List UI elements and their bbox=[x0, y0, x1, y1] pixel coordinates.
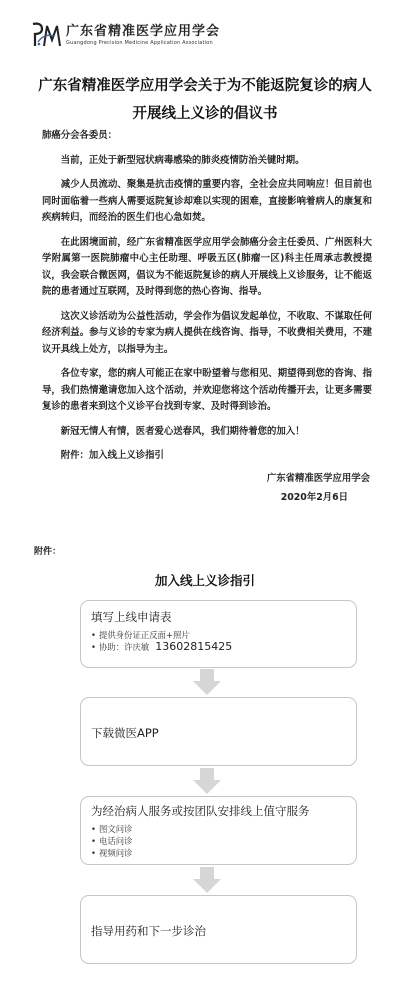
guide-step-1 bbox=[80, 600, 357, 668]
document-title bbox=[20, 72, 390, 128]
step-1-title: 填写上线申请表 bbox=[91, 610, 172, 624]
paragraph-1: 当前，正处于新型冠状病毒感染的肺炎疫情防治关键时期。 bbox=[60, 154, 305, 166]
title-line-1: 广东省精准医学应用学会关于为不能返院复诊的病人 bbox=[38, 78, 372, 94]
signature bbox=[267, 469, 370, 507]
step-3-title: 为经治病人服务或按团队安排线上值守服务 bbox=[91, 804, 310, 818]
step-1-bullet-1: • 提供身份证正反面+照片 bbox=[91, 629, 346, 641]
header bbox=[30, 20, 220, 50]
down-arrow-icon bbox=[193, 867, 221, 893]
contact-name: 许庆敏 bbox=[124, 642, 150, 652]
step-1-contact bbox=[91, 641, 346, 653]
paragraph-5: 各位专家，您的病人可能正在家中盼望着与您相见、期望得到您的咨询、指导，我们热情邀请您加入这个活动，并欢迎您将这个活动传播开去，让更多需要复诊的患者来到这个义诊平台找到专家、及时得到诊治。 bbox=[42, 368, 372, 412]
signature-org: 广东省精准医学应用学会 bbox=[266, 473, 370, 484]
salutation: 肺癌分会各委员： bbox=[42, 130, 118, 141]
letter-body bbox=[42, 128, 372, 465]
paragraph-3: 在此困境面前，经广东省精准医学应用学会肺癌分会主任委员、广州医科大学附属第一医院肺瘤中心主任助理、呼吸五区(肺瘤一区)科主任周承志教授提议，我会联合微医网，倡议为不能返院复诊的病人开展线上义诊服务，让不能返院的患者通过互联网，及时得到您的热心咨询、指导。 bbox=[42, 236, 372, 297]
paragraph-2: 减少人员流动、聚集是抗击疫情的重要内容，全社会应共同响应！但目前也同时面临着一些病人需要返院复诊却难以实现的困难，直接影响着病人的康复和疾病转归，而经治的医生们也心急如焚。 bbox=[42, 179, 372, 223]
down-arrow-icon bbox=[193, 768, 221, 794]
contact-phone: 13602815425 bbox=[155, 640, 233, 653]
step-3-bullet-3: • 视频问诊 bbox=[91, 847, 346, 859]
guide-step-3 bbox=[80, 796, 357, 865]
step-4-title: 指导用药和下一步诊治 bbox=[91, 924, 206, 938]
paragraph-4: 这次义诊活动为公益性活动，学会作为倡议发起单位，不收取、不谋取任何经济利益。参与义诊的专家为病人提供在线咨询、指导，不收费相关费用，不建议开具线上处方，以指导为主。 bbox=[42, 310, 372, 355]
guide-step-2 bbox=[80, 697, 357, 766]
title-line-2: 开展线上义诊的倡议书 bbox=[132, 106, 278, 122]
down-arrow-icon bbox=[193, 669, 221, 695]
org-name-block bbox=[66, 24, 220, 47]
guide-step-4 bbox=[80, 895, 357, 964]
signature-date: 2020年2月6日 bbox=[280, 492, 348, 503]
org-name-en: Guangdong Precision Medicine Application Association bbox=[66, 39, 213, 46]
pma-logo-icon bbox=[30, 20, 62, 50]
step-3-bullet-2: • 电话问诊 bbox=[91, 835, 346, 847]
org-name-cn: 广东省精准医学应用学会 bbox=[66, 23, 221, 39]
guide-title: 加入线上义诊指引 bbox=[154, 573, 255, 588]
step-1-bullets bbox=[91, 629, 346, 653]
attachment-note: 附件：加入线上义诊指引 bbox=[60, 450, 164, 461]
step-3-bullet-1: • 图文问诊 bbox=[91, 823, 346, 835]
attachment-label: 附件： bbox=[34, 547, 62, 557]
paragraph-6: 新冠无情人有情，医者爱心送春风，我们期待着您的加入！ bbox=[60, 425, 305, 437]
step-3-bullets bbox=[91, 823, 346, 859]
contact-label: 协助： bbox=[98, 642, 125, 652]
step-2-title: 下载微医APP bbox=[91, 726, 159, 740]
